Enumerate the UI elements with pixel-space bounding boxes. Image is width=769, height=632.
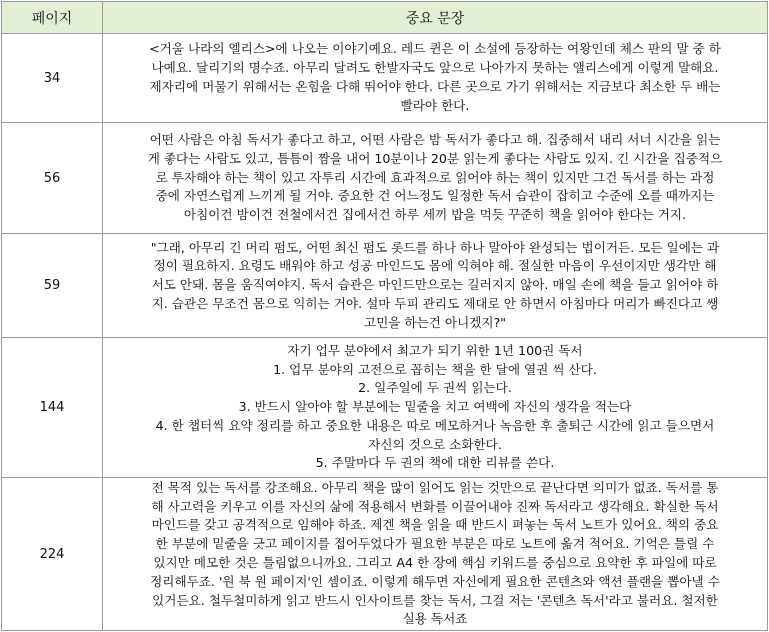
header-row bbox=[2, 2, 768, 34]
quote-text: 자기 업무 분야에서 최고가 되기 위한 1년 100권 독서 1. 업무 분야의 고전으로 꼽히는 책을 한 달에 열권 씩 산다. 2. 일주일에 두 권씩 읽는다. 3. 반드시 알아야 할 부분에는 밑줄을 치고 여백에 자신의 생각을 적는다 4. 한 챕터씩 요약 정리를 하고 중요한 내용은 따로 메모하거나 녹음한 후 출퇴근 시간에 읽고 들으면서 자신의 것으로 소화한다. 5. 주말마다 두 권의 책에 대한 리뷰를 쓴다. bbox=[103, 338, 768, 478]
quote-text: 어떤 사람은 아침 독서가 좋다고 하고, 어떤 사람은 밤 독서가 좋다고 해. 집중해서 내리 서너 시간을 읽는 게 좋다는 사람도 있고, 틈틈이 짬을 내어 10분이나 20분 읽는게 좋다는 사람도 있지. 긴 시간을 집중적으 로 투자해야 하는 책이 있고 자투리 시간에 효과적으로 읽어야 하는 책이 있지만 그건 독서를 하는 과정 중에 자연스럽게 느끼게 될 거야. 중요한 건 어느정도 일정한 독서 습관이 잡히고 수준에 오를 때까지는 아침이건 밤이건 전철에서건 집에서건 하루 세끼 밥을 먹듯 꾸준히 책을 읽어야 한다는 거지. bbox=[103, 123, 768, 234]
table-row bbox=[2, 338, 768, 478]
page-number: 34 bbox=[2, 34, 103, 123]
page-number: 224 bbox=[2, 478, 103, 631]
quote-text: "그래, 아무리 긴 머리 펌도, 어떤 최신 펌도 롯드를 하나 하나 말아야 완성되는 법이거든. 모든 일에는 과 정이 필요하지. 요령도 배워야 하고 성공 마인드도 몸에 익혀야 해. 절실한 마음이 우선이지만 생각만 해 서도 안돼. 몸을 움직여야지. 독서 습관은 마인드만으로는 길러지지 않아. 매일 손에 책을 들고 읽어야 하 지. 습관은 무조건 몸으로 익히는 거야. 설마 두피 관리도 제대로 안 하면서 아침마다 머리가 빠진다고 쌩 고민을 하는건 아니겠지?" bbox=[103, 234, 768, 338]
table-row bbox=[2, 234, 768, 338]
page-number: 56 bbox=[2, 123, 103, 234]
header-page: 페이지 bbox=[2, 2, 103, 34]
page-number: 59 bbox=[2, 234, 103, 338]
table-row bbox=[2, 34, 768, 123]
quote-text: <거울 나라의 엘리스>에 나오는 이야기예요. 레드 퀸은 이 소설에 등장하는 여왕인데 체스 판의 말 중 하 나예요. 달리기의 명수죠. 아무리 달려도 한발자국도 앞으로 나아가지 못하는 앨리스에게 이렇게 말해요. 제자리에 머물기 위해서는 온힘을 다해 뛰어야 한다. 다른 곳으로 가기 위해서는 지금보다 최소한 두 배는 빨라야 한다. bbox=[103, 34, 768, 123]
table-row bbox=[2, 123, 768, 234]
page-number: 144 bbox=[2, 338, 103, 478]
header-sentence: 중요 문장 bbox=[103, 2, 768, 34]
quotes-table bbox=[1, 1, 768, 631]
table-row bbox=[2, 478, 768, 631]
quote-text: 전 목적 있는 독서를 강조해요. 아무리 책을 많이 읽어도 읽는 것만으로 끝난다면 의미가 없죠. 독서를 통 해 사고력을 키우고 이를 자신의 삶에 적용해서 변화를 이끌어내야 진짜 독서라고 생각해요. 확실한 독서 마인드를 갖고 공격적으로 임해야 하죠. 제겐 책을 읽을 때 반드시 펴놓는 독서 노트가 있어요. 책의 중요 한 부분에 밑줄을 긋고 페이지를 접어두었다가 필요한 부분은 따로 노트에 옮겨 적어요. 기억은 틀릴 수 있지만 메모한 것은 틀림없으니까요. 그리고 A4 한 장에 핵심 키워드를 중심으로 요약한 후 파일에 따로 정리해두죠. '원 북 원 페이지'인 셈이죠. 이렇게 해두면 자신에게 필요한 콘텐츠와 액션 플랜을 뽑아낼 수 있거든요. 철두철미하게 읽고 반드시 인사이트를 찾는 독서, 그걸 저는 '콘텐츠 독서'라고 불러요. 철저한 실용 독서죠 bbox=[103, 478, 768, 631]
